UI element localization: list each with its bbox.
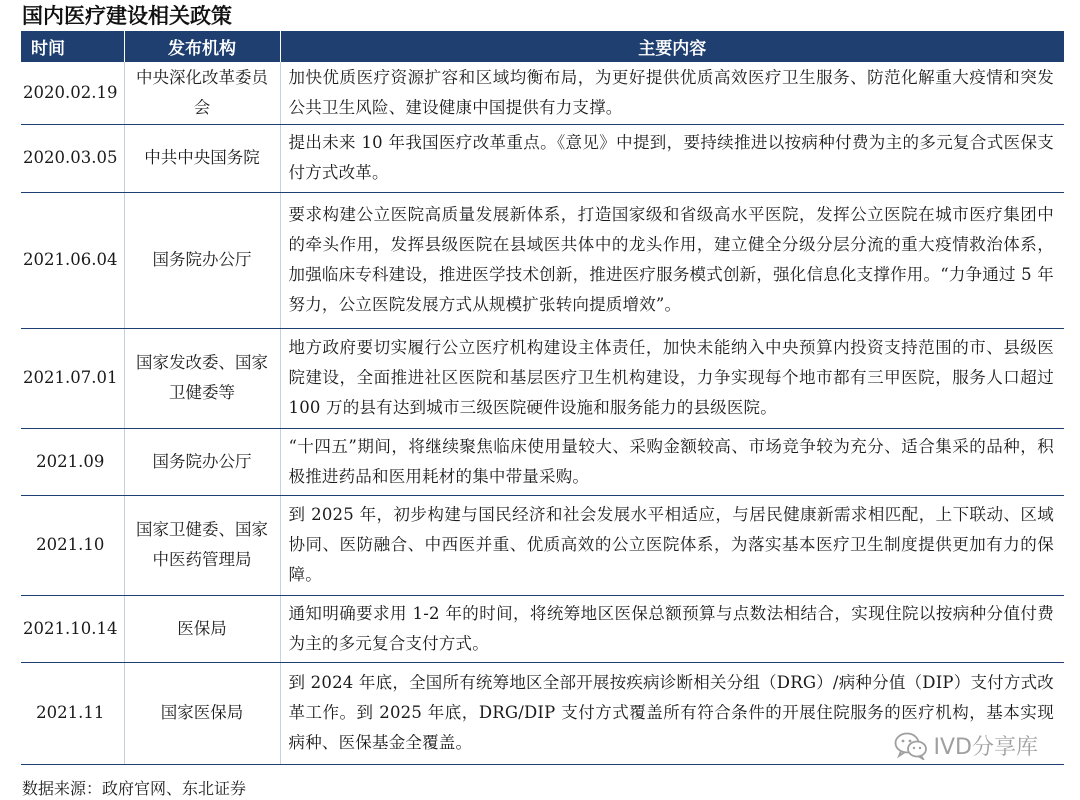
row-content: 到 2024 年底，全国所有统筹地区全部开展按疾病诊断相关分组（DRG）/病种分值（DIP）支付方式改革工作。到 2025 年底，DRG/DIP 支付方式覆盖所有符合条件的开展住院服务的医疗机构，基本实现病种、医保基金全覆盖。 (280, 662, 1064, 764)
row-time: 2021.10.14 (21, 595, 124, 662)
row-content: 加快优质医疗资源扩容和区域均衡布局，为更好提供优质高效医疗卫生服务、防范化解重大疫情和突发公共卫生风险、建设健康中国提供有力支撑。 (280, 62, 1064, 124)
row-time: 2020.02.19 (21, 62, 124, 124)
row-content: “十四五”期间，将继续聚焦临床使用量较大、采购金额较高、市场竞争较为充分、适合集采的品种，积极推进药品和医用耗材的集中带量采购。 (280, 428, 1064, 495)
row-org: 中央深化改革委员会 (124, 62, 280, 124)
table-row (21, 495, 1064, 595)
table-row (21, 328, 1064, 428)
row-time: 2021.09 (21, 428, 124, 495)
column-header-time: 时间 (21, 31, 124, 62)
row-time: 2020.03.05 (21, 124, 124, 192)
table-row (21, 595, 1064, 662)
watermark (894, 730, 1038, 761)
table-row (21, 62, 1064, 124)
row-org: 国家医保局 (124, 662, 280, 764)
column-header-org: 发布机构 (124, 31, 280, 62)
table-header (21, 31, 1064, 62)
row-time: 2021.06.04 (21, 192, 124, 328)
table-row (21, 192, 1064, 328)
row-org: 中共中央国务院 (124, 124, 280, 192)
table-row (21, 428, 1064, 495)
row-content: 到 2025 年，初步构建与国民经济和社会发展水平相适应，与居民健康新需求相匹配，上下联动、区域协同、医防融合、中西医并重、优质高效的公立医院体系，为落实基本医疗卫生制度提供更加有力的保障。 (280, 495, 1064, 595)
page-title: 国内医疗建设相关政策 (22, 3, 232, 28)
column-header-content: 主要内容 (280, 31, 1064, 62)
data-source-note: 数据来源：政府官网、东北证券 (22, 779, 247, 798)
row-org: 国务院办公厅 (124, 192, 280, 328)
row-org: 国家卫健委、国家中医药管理局 (124, 495, 280, 595)
row-org: 医保局 (124, 595, 280, 662)
row-time: 2021.10 (21, 495, 124, 595)
row-content: 要求构建公立医院高质量发展新体系，打造国家级和省级高水平医院，发挥公立医院在城市医疗集团中的牵头作用，发挥县级医院在县域医共体中的龙头作用，建立健全分级分层分流的重大疫情救治体系，加强临床专科建设，推进医学技术创新，推进医疗服务模式创新，强化信息化支撑作用。“力争通过 5 年努力，公立医院发展方式从规模扩张转向提质增效”。 (280, 192, 1064, 328)
row-content: 地方政府要切实履行公立医疗机构建设主体责任，加快未能纳入中央预算内投资支持范围的市、县级医院建设，全面推进社区医院和基层医疗卫生机构建设，力争实现每个地市都有三甲医院，服务人口超过 100 万的县有达到城市三级医院硬件设施和服务能力的县级医院。 (280, 328, 1064, 428)
policy-table (21, 31, 1064, 765)
watermark-text: IVD分享库 (933, 735, 1038, 760)
row-org: 国家发改委、国家卫健委等 (124, 328, 280, 428)
row-content: 通知明确要求用 1-2 年的时间，将统筹地区医保总额预算与点数法相结合，实现住院以按病种分值付费为主的多元复合支付方式。 (280, 595, 1064, 662)
row-time: 2021.07.01 (21, 328, 124, 428)
table-row (21, 124, 1064, 192)
row-content: 提出未来 10 年我国医疗改革重点。《意见》中提到，要持续推进以按病种付费为主的多元复合式医保支付方式改革。 (280, 124, 1064, 192)
row-time: 2021.11 (21, 662, 124, 764)
row-org: 国务院办公厅 (124, 428, 280, 495)
wechat-icon (894, 732, 928, 760)
